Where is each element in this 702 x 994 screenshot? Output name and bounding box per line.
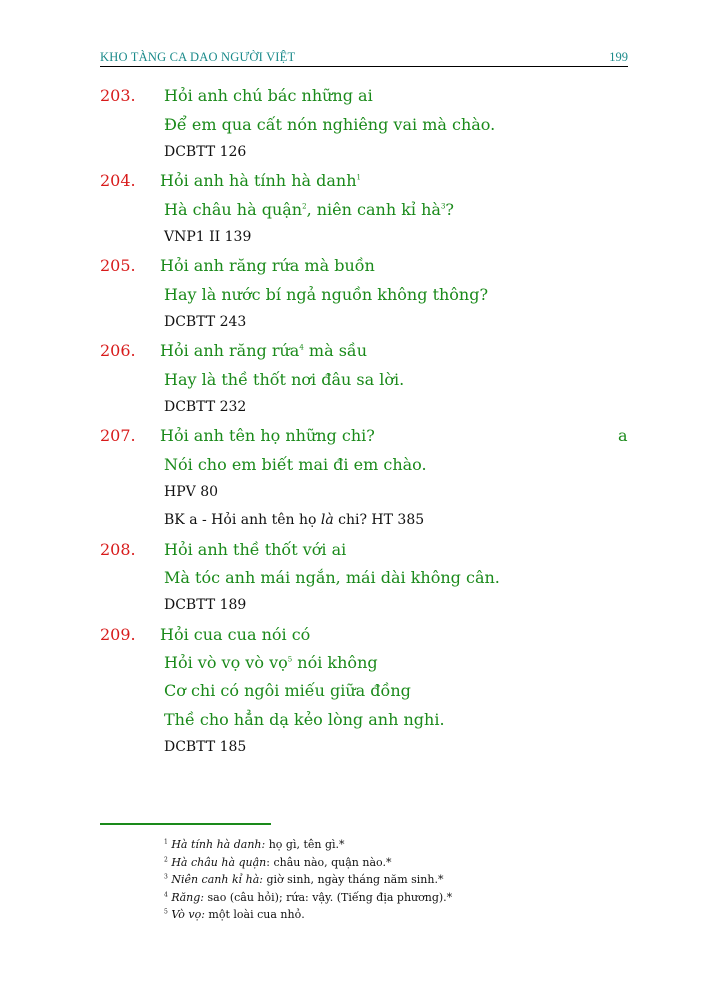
footnote: $^5$ Vò vọ: một loài cua nhỏ. [164,908,305,921]
entry-number: 205. [100,256,136,275]
verse-line: Hỏi anh thề thốt với ai [164,540,347,559]
source-reference: DCBTT 185 [164,739,247,755]
entry-number: 207. [100,426,136,445]
source-reference: DCBTT 243 [164,314,247,330]
footnote: $^1$ Hà tính hà danh: họ gì, tên gì.* [164,838,345,851]
footnote-ref[interactable]: 1 [356,173,361,182]
variant-marker: a [618,426,628,445]
source-reference: HPV 80 [164,484,219,500]
entry-number: 208. [100,540,136,559]
entry-number: 204. [100,171,136,190]
verse-line: Hỏi anh hà tính hà danh$^1$ [160,171,361,190]
verse-line: Hỏi vò vọ vò vọ$^5$ nói không [164,653,378,672]
footnote: $^2$ Hà châu hà quận: châu nào, quận nào.* [164,856,392,869]
footnote-ref[interactable]: 2 [302,202,307,211]
source-reference: DCBTT 126 [164,144,247,160]
verse-line: Mà tóc anh mái ngắn, mái dài không cân. [164,568,500,587]
source-reference: DCBTT 189 [164,597,247,613]
page-number: 199 [609,50,628,64]
source-reference: DCBTT 232 [164,399,247,415]
verse-line: Hỏi anh răng rứa$^4$ mà sầu [160,341,368,360]
verse-line: Hay là nước bí ngả nguồn không thông? [164,285,489,304]
footnote: $^4$ Răng: sao (câu hỏi); rứa: vậy. (Tiếng địa phương).* [164,891,453,904]
verse-line: Thề cho hẳn dạ kẻo lòng anh nghi. [164,710,445,729]
verse-line: Hỏi anh răng rứa mà buồn [160,256,375,275]
footnote-ref[interactable]: 4 [299,343,304,352]
footnote: $^3$ Niên canh kỉ hà: giờ sinh, ngày tháng năm sinh.* [164,873,444,886]
entry-number: 209. [100,625,136,644]
verse-line: Hỏi anh tên họ những chi? [160,426,375,445]
verse-line: Hay là thề thốt nơi đâu sa lời. [164,370,405,389]
entry-number: 206. [100,341,136,360]
source-reference: VNP1 II 139 [164,229,252,245]
book-title: KHO TÀNG CA DAO NGƯỜI VIỆT [100,50,296,64]
footnote-separator [100,823,271,825]
running-header [100,48,628,67]
verse-line: Hỏi anh chú bác những ai [164,86,373,105]
footnote-ref[interactable]: 5 [287,655,293,664]
verse-line: Hà châu hà quận$^2$, niên canh kỉ $hà^3$? [164,200,454,219]
footnote-ref[interactable]: 3 [440,202,446,211]
entry-number: 203. [100,86,136,105]
verse-line: Để em qua cất nón nghiêng vai mà chào. [164,115,496,134]
verse-line: Nói cho em biết mai đi em chào. [164,455,427,474]
verse-line: Cơ chi có ngôi miếu giữa đồng [164,681,411,700]
verse-line: Hỏi cua cua nói có [160,625,311,644]
variant-note: BK a - Hỏi anh tên họ là chi? HT 385 [164,512,425,528]
